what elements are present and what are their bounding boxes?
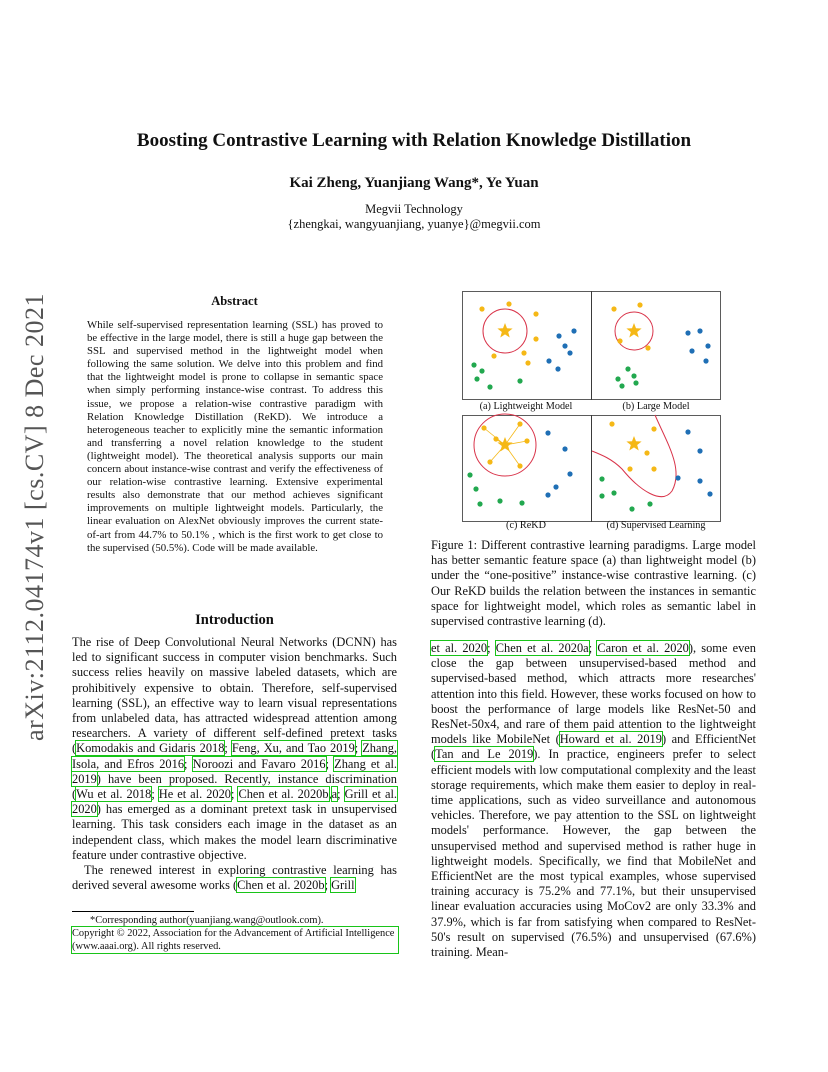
- intro-paragraph-1: The rise of Deep Convolutional Neural Networks (DCNN) has led to significant success in computer vision benchmarks. Such success relies heavily on massive labeled datasets, which are prohibitively expensive to obtain. Therefore, self-supervised learning (SSL), an effective way to learn visual representations from unlabeled data, has attracted widespread attention among researchers. A variety of different self-defined pretext tasks (Komodakis and Gidaris 2018; Feng, Xu, and Tao 2019; Zhang, Isola, and Efros 2016; Noroozi and Favaro 2016; Zhang et al. 2019) have been proposed. Recently, instance discrimination (Wu et al. 2018; He et al. 2020; Chen et al. 2020b,a; Grill et al. 2020) has emerged as a dominant pretext task in unsupervised learning. This task considers each image in the dataset as an independent class, which makes the model learn discriminative feature under contrastive objective.: [72, 635, 398, 862]
- yellow-dot: [517, 421, 522, 426]
- yellow-dot: [481, 425, 486, 430]
- blue-dot: [697, 448, 702, 453]
- citation-link[interactable]: Feng, Xu, and Tao 2019: [231, 741, 355, 756]
- corresponding-author-note: *Corresponding author(yuanjiang.wang@outlook.com).: [90, 915, 324, 926]
- blue-dot: [697, 328, 702, 333]
- blue-dot: [697, 478, 702, 483]
- yellow-dot: [491, 353, 496, 358]
- green-dot: [517, 378, 522, 383]
- authors: Kai Zheng, Yuanjiang Wang*, Ye Yuan: [289, 175, 539, 191]
- abstract-heading: Abstract: [211, 294, 258, 308]
- abstract-text: While self-supervised representation learning (SSL) has proved to be effective in the large model, there is still a huge gap between the SSL and supervised method in the lightweight model when following the same solution. We delve into this problem and find that the lightweight model is prone to collapse in semantic space when simply performing instance-wise contrast. To address this issue, we propose a relation-wise contrastive paradigm with Relation Knowledge Distillation (ReKD). We introduce a heterogeneous teacher to explicitly mine the semantic information and transferring a novel relation knowledge to the student (lightweight model). The theoretical analysis supports our main concern about instance-wise contrast and verify the effectiveness of our relation-wise contrastive learning. Extensive experimental results also demonstrate that our method achieves significant improvements on multiple lightweight models. Particularly, the linear evaluation on AlexNet obviously improves the current state-of-art from 44.7% to 50.1% , which is the first work to get close to the supervised (50.5%). Code will be made available.: [87, 319, 383, 554]
- green-dot: [477, 501, 482, 506]
- citation-link[interactable]: Chen et al. 2020b: [238, 787, 329, 802]
- citation-link[interactable]: a: [331, 787, 338, 802]
- yellow-dot: [651, 466, 656, 471]
- green-dot: [625, 366, 630, 371]
- green-dot: [497, 498, 502, 503]
- intro-paragraph-2: The renewed interest in exploring contrastive learning has derived several awesome works (Chen et al. 2020b; Grill: [72, 863, 397, 893]
- citation-link[interactable]: Wu et al. 2018: [76, 787, 152, 802]
- yellow-dot: [609, 421, 614, 426]
- affiliation: Megvii Technology: [365, 202, 463, 216]
- anchor-star: [497, 437, 512, 452]
- citation-link[interactable]: et al. 2020: [431, 641, 488, 655]
- subcaption: (c) ReKD: [506, 520, 546, 531]
- green-dot: [473, 486, 478, 491]
- green-dot: [599, 476, 604, 481]
- subcaption: (b) Large Model: [622, 401, 690, 412]
- blue-dot: [567, 471, 572, 476]
- yellow-dot: [493, 436, 498, 441]
- anchor-star: [497, 323, 512, 338]
- figure-1-caption: Figure 1: Different contrastive learning paradigms. Large model has better semantic feature space (a) than lightweight model (b) under the “one-positive” instance-wise contrastive learning. (c) Our ReKD builds the relation between the instances in semantic space for lightweight model, which roles as semantic label in supervised contrastive learning (d).: [431, 538, 756, 629]
- yellow-dot: [506, 301, 511, 306]
- right-paragraph: et al. 2020; Chen et al. 2020a; Caron et al. 2020), some even close the gap between unsupervised-based method and supervised-based method, which attracts more researches' attention into this field. However, these works focused on how to boost the performance of large models like ResNet-50 and ResNet-50x4, and rare of them paid attention to the lightweight models like MobileNet (Howard et al. 2019) and EfficientNet (Tan and Le 2019). In practice, engineers prefer to select efficient models with low computational complexity and the least storage requirements, which make them easier to deploy in real-time applications, such as video surveillance and autonomous vehicles. Therefore, we pay attention to the SSL on lightweight models' performance. However, the gap between the unsupervised method and supervised method is rather huge in lightweight models. Specifically, we find that MobileNet and EfficientNet are the most typical examples, whose supervised training accuracy is 75.2% and 77.1%, but their unsupervised linear evaluation accuracies using MoCov2 are only 33.3% and 37.9%, which is far from satisfying when compared to ResNet-50's result on supervised (76.5%) and unsupervised (67.6%) training. Mean-: [431, 641, 757, 960]
- green-dot: [471, 362, 476, 367]
- blue-dot: [689, 348, 694, 353]
- yellow-dot: [517, 463, 522, 468]
- yellow-dot: [611, 306, 616, 311]
- blue-dot: [562, 343, 567, 348]
- green-dot: [467, 472, 472, 477]
- yellow-dot: [521, 350, 526, 355]
- blue-dot: [707, 491, 712, 496]
- blue-dot: [571, 328, 576, 333]
- blue-dot: [567, 350, 572, 355]
- citation-link[interactable]: Zhang et al. 2019: [72, 756, 397, 786]
- green-dot: [487, 384, 492, 389]
- citation-link[interactable]: Chen et al. 2020b: [237, 878, 325, 893]
- green-dot: [615, 376, 620, 381]
- green-dot: [629, 506, 634, 511]
- green-dot: [633, 380, 638, 385]
- blue-dot: [545, 430, 550, 435]
- yellow-dot: [637, 302, 642, 307]
- yellow-dot: [487, 459, 492, 464]
- yellow-dot: [627, 466, 632, 471]
- citation-link[interactable]: Noroozi and Favaro 2016: [192, 756, 326, 771]
- yellow-dot: [479, 306, 484, 311]
- anchor-star: [626, 436, 641, 451]
- citation-link[interactable]: Tan and Le 2019: [435, 747, 534, 762]
- blue-dot: [555, 366, 560, 371]
- green-dot: [611, 490, 616, 495]
- citation-link[interactable]: Zhang, Isola, and Efros 2016: [72, 741, 397, 771]
- paper-title: Boosting Contrastive Learning with Relation Knowledge Distillation: [136, 130, 692, 151]
- subcaption: (a) Lightweight Model: [479, 401, 573, 412]
- footnote: [72, 914, 398, 953]
- blue-dot: [685, 429, 690, 434]
- blue-dot: [546, 358, 551, 363]
- class-boundary: [592, 415, 676, 497]
- citation-link[interactable]: Howard et al. 2019: [559, 732, 662, 747]
- blue-dot: [562, 446, 567, 451]
- green-dot: [647, 501, 652, 506]
- yellow-dot: [645, 345, 650, 350]
- citation-link[interactable]: He et al. 2020: [158, 787, 231, 802]
- blue-dot: [545, 492, 550, 497]
- relation-line: [505, 424, 520, 445]
- citation-link[interactable]: Grill et al. 2020: [72, 787, 398, 817]
- right-column-text: [431, 641, 756, 960]
- introduction-text: [72, 635, 397, 893]
- blue-dot: [685, 330, 690, 335]
- yellow-dot: [617, 338, 622, 343]
- yellow-dot: [651, 426, 656, 431]
- yellow-dot: [525, 360, 530, 365]
- arxiv-stamp: arXiv:2112.04174v1 [cs.CV] 8 Dec 2021: [20, 293, 49, 741]
- blue-dot: [556, 333, 561, 338]
- citation-link[interactable]: Grill: [331, 878, 355, 893]
- yellow-dot: [524, 438, 529, 443]
- citation-link[interactable]: Komodakis and Gidaris 2018: [76, 741, 225, 756]
- green-dot: [519, 500, 524, 505]
- panel-frame: [592, 292, 721, 400]
- green-dot: [599, 493, 604, 498]
- blue-dot: [675, 475, 680, 480]
- introduction-heading: Introduction: [195, 612, 274, 628]
- yellow-dot: [644, 450, 649, 455]
- green-dot: [631, 373, 636, 378]
- copyright-notice[interactable]: Copyright © 2022, Association for the Advancement of Artificial Intelligence (www.aaai.org). All rights reserved.: [72, 927, 398, 953]
- citation-link[interactable]: Caron et al. 2020: [597, 641, 689, 655]
- anchor-star: [626, 323, 641, 338]
- yellow-dot: [533, 336, 538, 341]
- citation-link[interactable]: Chen et al. 2020a: [495, 641, 589, 655]
- emails: {zhengkai, wangyuanjiang, yuanye}@megvii.com: [287, 217, 541, 231]
- yellow-dot: [533, 311, 538, 316]
- blue-dot: [553, 484, 558, 489]
- green-dot: [479, 368, 484, 373]
- blue-dot: [705, 343, 710, 348]
- footnote-rule: [72, 911, 194, 912]
- subcaption: (d) Supervised Learning: [606, 520, 706, 531]
- figure-1: [462, 291, 724, 531]
- blue-dot: [703, 358, 708, 363]
- affiliation-block: [0, 202, 828, 232]
- green-dot: [474, 376, 479, 381]
- green-dot: [619, 383, 624, 388]
